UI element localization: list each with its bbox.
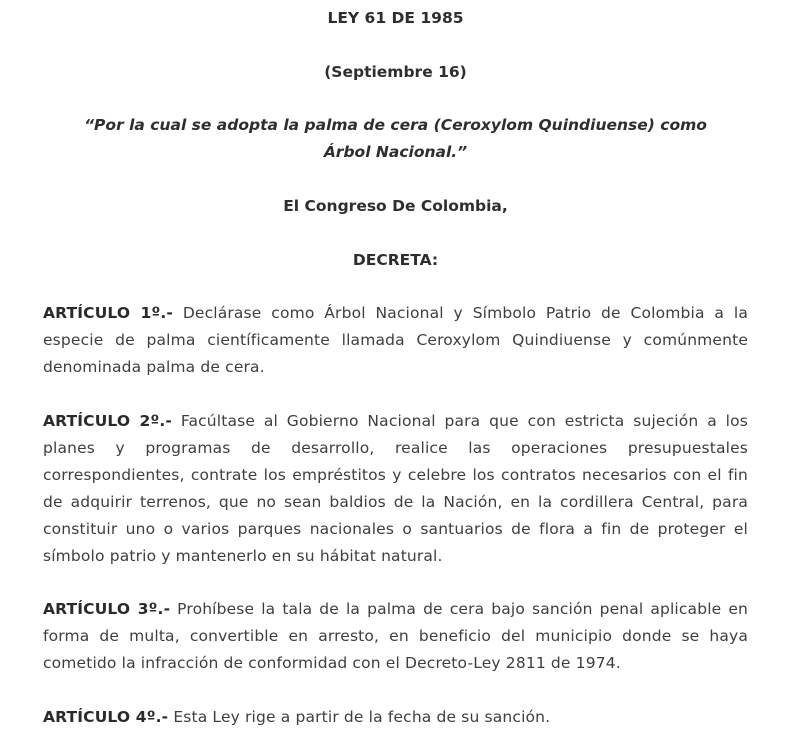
law-subtitle-text: “Por la cual se adopta la palma de cera (Ceroxylom Quindiuense) como Árbol Nacional.”: [84, 116, 707, 161]
article-2: [43, 408, 748, 570]
article-2-text: Facúltase al Gobierno Nacional para que con estricta sujeción a los planes y programas de desarrollo, realice las operaciones presupuestales correspondientes, contrate los empréstitos y celebre los contratos necesarios con el fin de adquirir terrenos, que no sean baldios de la Nación, en la cordillera Central, para constituir uno o varios parques nacionales o santuarios de flora a fin de proteger el símbolo patrio y mantenerlo en su hábitat natural.: [43, 412, 748, 565]
article-4-text: Esta Ley rige a partir de la fecha de su sanción.: [173, 708, 551, 726]
issuer: [43, 193, 748, 220]
article-3-text: Prohíbese la tala de la palma de cera bajo sanción penal aplicable en forma de multa, convertible en arresto, en beneficio del municipio donde se haya cometido la infracción de conformidad con el Decreto-Ley 2811 de 1974.: [43, 600, 748, 672]
article-4-paragraph: [43, 704, 748, 731]
article-4-label: ARTÍCULO 4º.-: [43, 708, 169, 726]
decree-heading: [43, 247, 748, 274]
issuer-text: El Congreso De Colombia,: [283, 197, 508, 215]
law-subtitle: [43, 112, 748, 166]
article-3-paragraph: [43, 596, 748, 677]
law-date-text: (Septiembre 16): [324, 63, 467, 81]
article-1: [43, 300, 748, 381]
article-1-paragraph: [43, 300, 748, 381]
decree-text: DECRETA:: [352, 251, 439, 269]
article-3-label: ARTÍCULO 3º.-: [43, 600, 171, 618]
article-1-text: Declárase como Árbol Nacional y Símbolo Patrio de Colombia a la especie de palma científicamente llamada Ceroxylom Quindiuense y comúnmente denominada palma de cera.: [43, 304, 748, 376]
article-2-label: ARTÍCULO 2º.-: [43, 412, 172, 430]
article-1-label: ARTÍCULO 1º.-: [43, 304, 173, 322]
law-title: [43, 5, 748, 32]
article-4: [43, 704, 748, 731]
article-3: [43, 596, 748, 677]
law-date: [43, 59, 748, 86]
law-title-text: LEY 61 DE 1985: [327, 9, 464, 27]
article-2-paragraph: [43, 408, 748, 570]
